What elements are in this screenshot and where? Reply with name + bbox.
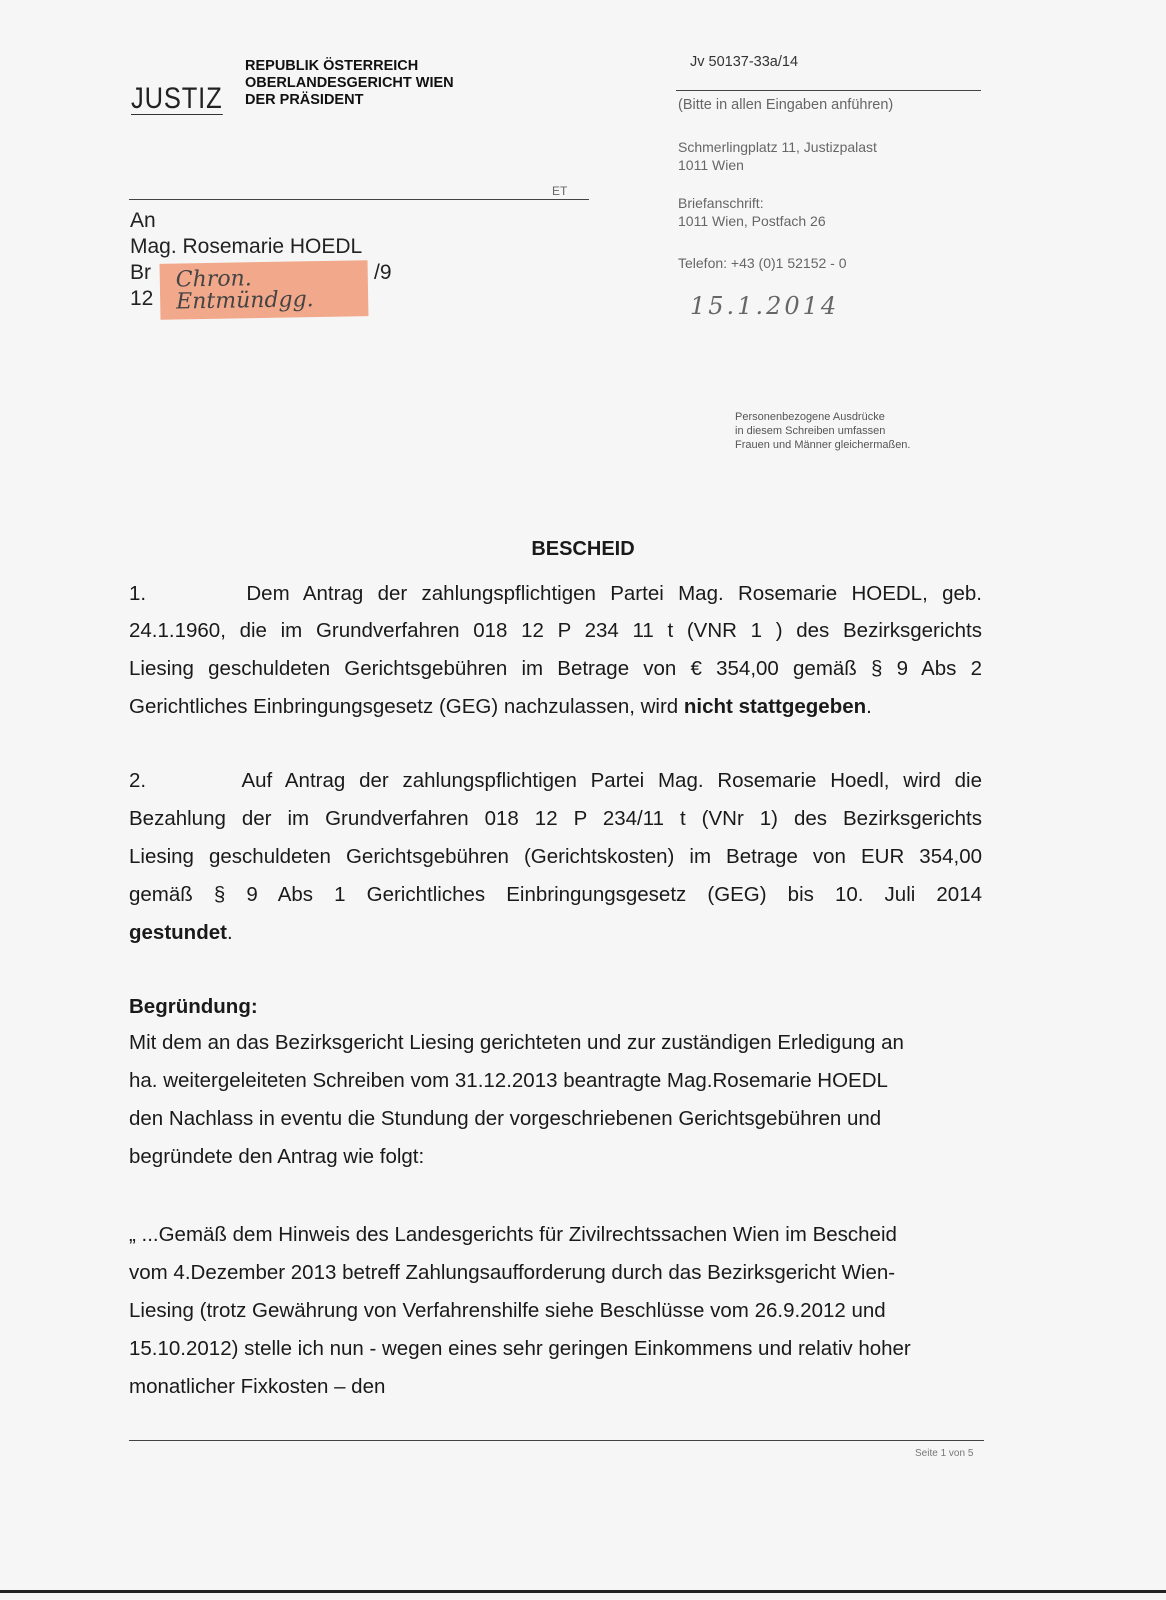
recipient-name: Mag. Rosemarie HOEDL [130, 235, 363, 258]
justiz-logo: JUSTIZ [131, 82, 223, 115]
text-line [129, 845, 982, 869]
text-run: den Nachlass in eventu die Stundung der vorgeschriebenen Gerichtsgebühren und [129, 1107, 882, 1130]
authority-header [245, 58, 454, 109]
recipient-line: 12 [130, 287, 154, 310]
text-line [129, 1299, 982, 1323]
text-line [129, 695, 982, 719]
text-run: . [866, 695, 872, 718]
text-line [129, 995, 982, 1019]
header-line: OBERLANDESGERICHT WIEN [245, 75, 454, 91]
bold-text: Begründung: [129, 995, 258, 1018]
text-line [129, 582, 982, 606]
recipient-line: An [130, 209, 156, 232]
text-run: 24.1.1960, die im Grundverfahren 018 12 P 234 11 t (VNR 1 ) des Bezirksgerichts [129, 619, 982, 642]
text-run: 15.10.2012) stelle ich nun - wegen eines sehr geringen Einkommens und relativ hoher [129, 1337, 911, 1360]
text-run: . [226, 921, 233, 944]
header-line: DER PRÄSIDENT [245, 92, 364, 108]
text-run: Liesing (trotz Gewährung von Verfahrenshilfe siehe Beschlüsse vom 26.9.2012 und [129, 1299, 886, 1322]
initials: ET [552, 184, 568, 198]
note-line: in diesem Schreiben umfassen [735, 425, 886, 437]
text-line [129, 1107, 982, 1131]
text-line [129, 657, 982, 681]
scan-edge [0, 1590, 1166, 1593]
text-line [129, 1375, 982, 1399]
text-line [129, 1337, 982, 1361]
gender-note [735, 410, 910, 452]
text-line [129, 921, 982, 945]
text-line [129, 1223, 982, 1247]
text-line [129, 1031, 982, 1055]
text-line [129, 807, 982, 831]
bold-text: nicht stattgegeben [683, 695, 867, 718]
text-line [129, 883, 982, 907]
text-run: vom 4.Dezember 2013 betreff Zahlungsaufforderung durch das Bezirksgericht Wien- [129, 1261, 896, 1284]
text-run: gemäß § 9 Abs 1 Gerichtliches Einbringungsgesetz (GEG) bis 10. Juli 2014 [129, 883, 982, 906]
text-run: 1. Dem Antrag der zahlungspflichtigen Partei Mag. Rosemarie HOEDL, geb. [129, 582, 982, 605]
text-line [129, 769, 982, 793]
divider [129, 199, 589, 200]
footer-divider [129, 1440, 984, 1441]
text-run: begründete den Antrag wie folgt: [129, 1145, 425, 1168]
text-line [129, 1069, 982, 1093]
note-line: Frauen und Männer gleichermaßen. [735, 439, 911, 451]
recipient-partial: /9 [374, 261, 392, 284]
note-line: Personenbezogene Ausdrücke [735, 411, 885, 423]
postal-value: 1011 Wien, Postfach 26 [678, 213, 826, 229]
text-line [129, 1261, 982, 1285]
text-run: „ ...Gemäß dem Hinweis des Landesgerichts für Zivilrechtssachen Wien im Bescheid [129, 1223, 897, 1246]
text-run: Liesing geschuldeten Gerichtsgebühren (Gerichtskosten) im Betrage von EUR 354,00 [129, 845, 982, 868]
text-line [129, 1145, 982, 1169]
text-run: ha. weitergeleiteten Schreiben vom 31.12.2013 beantragte Mag.Rosemarie HOEDL [129, 1069, 888, 1092]
recipient-line: Br [130, 261, 151, 284]
text-run: Bezahlung der im Grundverfahren 018 12 P 234/11 t (VNr 1) des Bezirksgerichts [129, 807, 982, 830]
divider [676, 90, 981, 91]
bold-text: gestundet [129, 921, 227, 944]
text-line [129, 619, 982, 643]
text-run: 2. Auf Antrag der zahlungspflichtigen Partei Mag. Rosemarie Hoedl, wird die [129, 769, 982, 792]
reference-note: (Bitte in allen Eingaben anführen) [678, 97, 894, 113]
address-line: Schmerlingplatz 11, Justizpalast [678, 139, 877, 155]
text-run: Liesing geschuldeten Gerichtsgebühren im Betrage von € 354,00 gemäß § 9 Abs 2 [129, 657, 982, 680]
text-run: Mit dem an das Bezirksgericht Liesing gerichteten und zur zuständigen Erledigung an [129, 1031, 904, 1054]
header-line: REPUBLIK ÖSTERREICH [245, 58, 419, 74]
postal-address [678, 194, 826, 230]
street-address [678, 138, 877, 174]
address-line: 1011 Wien [678, 157, 744, 173]
postal-label: Briefanschrift: [678, 195, 764, 211]
handwritten-sticker: Chron. Entmündgg. [160, 260, 369, 320]
handwritten-date: 15.1.2014 [690, 292, 840, 320]
reference-number: Jv 50137-33a/14 [690, 54, 799, 70]
text-run: Gerichtliches Einbringungsgesetz (GEG) nachzulassen, wird [129, 695, 684, 718]
document-title: BESCHEID [531, 538, 635, 560]
text-run: monatlicher Fixkosten – den [129, 1375, 386, 1398]
page-number: Seite 1 von 5 [915, 1448, 974, 1459]
phone: Telefon: +43 (0)1 52152 - 0 [678, 255, 847, 271]
